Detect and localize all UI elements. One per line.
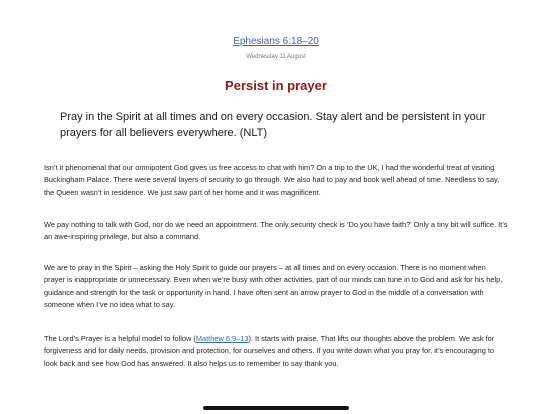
matthew-reference-link[interactable]: Matthew 6:9–13: [195, 334, 249, 343]
paragraph-4-text-start: The Lord’s Prayer is a helpful model to follow (: [44, 334, 196, 343]
paragraph-4: [44, 333, 508, 370]
reading-date: Wednesday 11 August: [246, 54, 306, 60]
paragraph-4-text-end: ). It starts with praise. That lifts our thoughts above the problem. We ask for forgiveness and for daily needs, provision and protection, for ourselves and others. If you write down what you pray for, it’s encouraging to look back and see how God has answered. It also helps us to remember to say thank you.: [44, 334, 495, 368]
page-title: Persist in prayer: [225, 78, 327, 93]
paragraph-3: We are to pray in the Spirit – asking the Holy Spirit to guide our prayers – at all times and on every occasion. There is no moment when prayer is inappropriate or unnecessary. Even when we’re busy with other activities, part of our minds can tune in to God and ask for his help, guidance and strength for the task or opportunity in hand. I have often sent an arrow prayer to God in the middle of a conversation with someone when I’ve no idea what to say.: [44, 263, 503, 309]
verse-quote: Pray in the Spirit at all times and on every occasion. Stay alert and be persistent in your prayers for all believers everywhere. (NLT): [60, 111, 486, 139]
paragraph-2: We pay nothing to talk with God, nor do we need an appointment. The only security check is ‘Do you have faith?’ Only a tiny bit will suffice. It’s an awe-inspiring privilege, but also a command.: [44, 220, 508, 242]
home-indicator[interactable]: [203, 406, 349, 410]
scripture-reference-link[interactable]: Ephesians 6:18–20: [233, 36, 319, 47]
paragraph-1: Isn’t it phenomenal that our omnipotent God gives us free access to chat with him? On a trip to the UK, I had the wonderful treat of visiting Buckingham Palace. There were several layers of security to go through. We also had to pay and book well ahead of time. Needless to say, the Queen wasn’t in residence. We just saw part of her home and it was magnificent.: [44, 163, 500, 197]
